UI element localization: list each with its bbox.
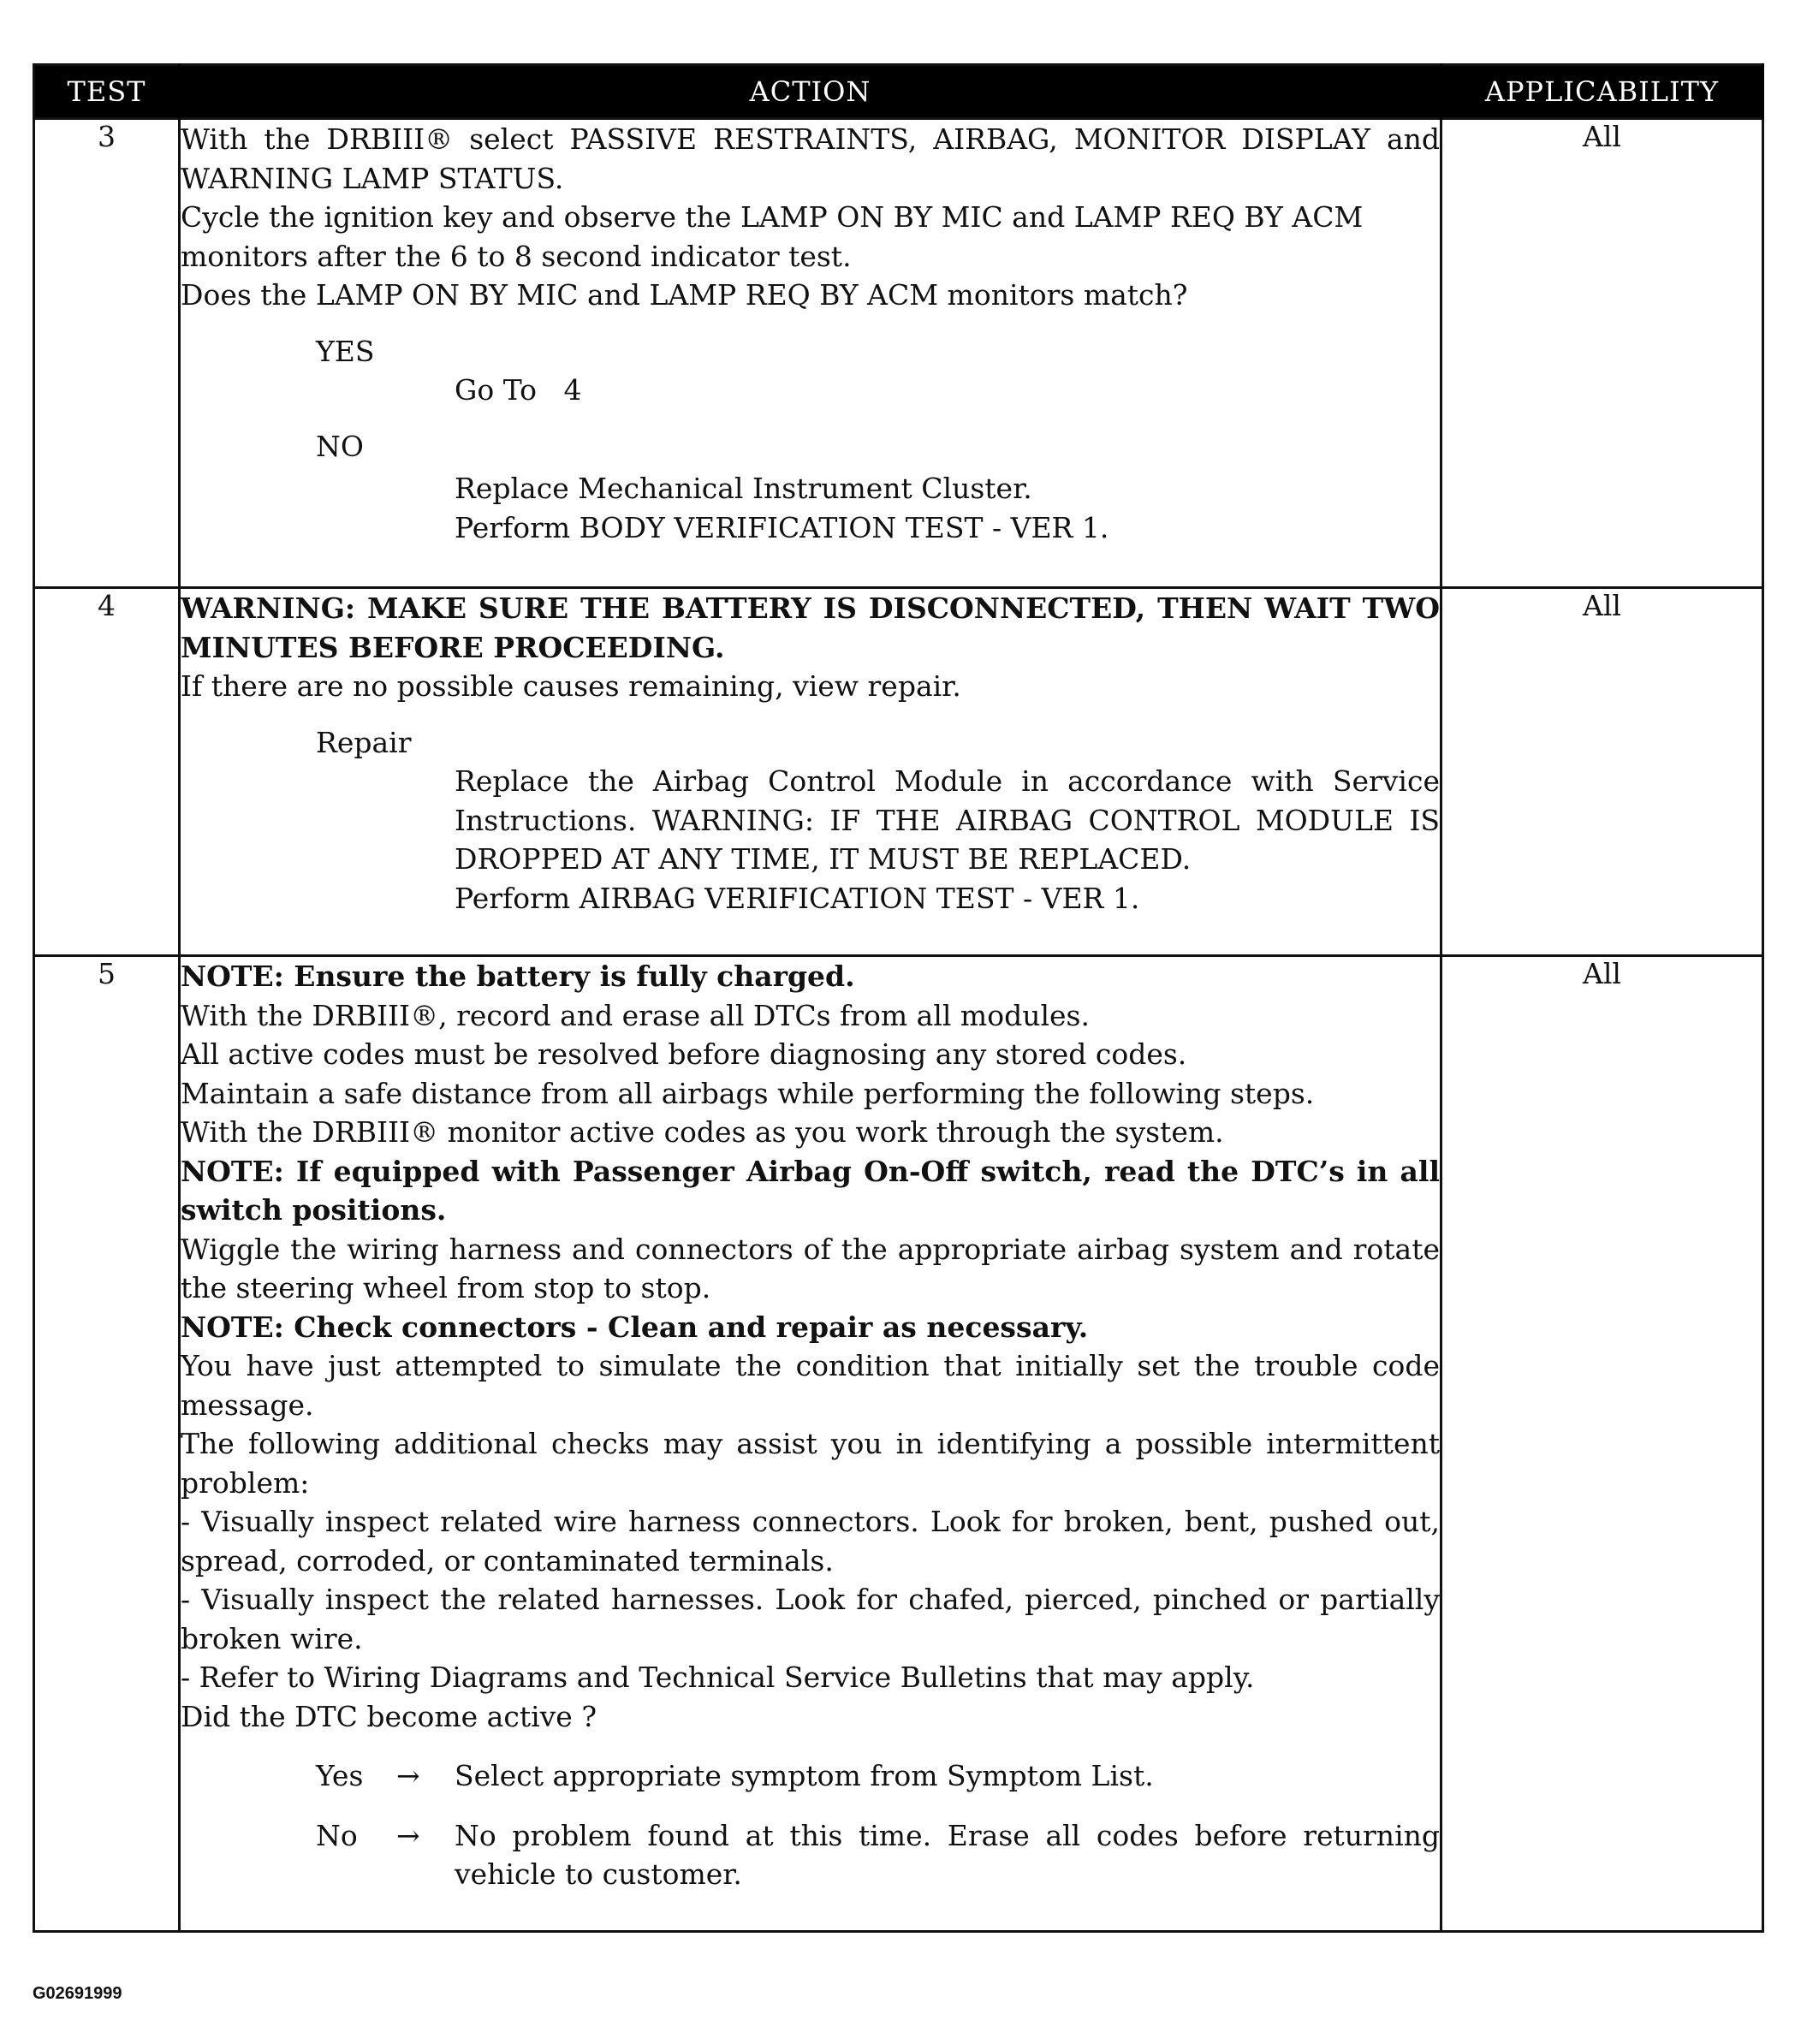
applicability-value: All xyxy=(1441,956,1763,1932)
action-cell xyxy=(180,119,1441,588)
yes-branch xyxy=(181,1756,1440,1796)
action-text: If there are no possible causes remaining, view repair. xyxy=(181,669,961,703)
action-text: Does the LAMP ON BY MIC and LAMP REQ BY ACM monitors match? xyxy=(181,278,1188,312)
yes-action: Select appropriate symptom from Symptom List. xyxy=(455,1759,1154,1792)
action-text: - Refer to Wiring Diagrams and Technical Service Bulletins that may apply. xyxy=(181,1661,1255,1694)
no-branch xyxy=(181,1816,1440,1894)
no-action: No problem found at this time. Erase all codes before returning vehicle to customer. xyxy=(455,1818,1440,1891)
action-cell xyxy=(180,956,1441,1932)
action-text: You have just attempted to simulate the condition that initially set the trouble code message. xyxy=(181,1349,1440,1422)
table-header-row xyxy=(34,65,1763,119)
action-cell xyxy=(180,588,1441,956)
header-test: TEST xyxy=(34,65,180,119)
diagnostic-table xyxy=(33,63,1764,1933)
note-text: NOTE: Check connectors - Clean and repair as necessary. xyxy=(181,1310,1089,1344)
test-number: 4 xyxy=(34,588,180,956)
action-text: With the DRBIII®, record and erase all DTCs from all modules. xyxy=(181,998,1090,1032)
yes-label: Yes xyxy=(316,1759,364,1792)
action-text: All active codes must be resolved before diagnosing any stored codes. xyxy=(181,1037,1187,1071)
repair-label: Repair xyxy=(316,725,412,759)
action-text: With the DRBIII® select PASSIVE RESTRAINTS, AIRBAG, MONITOR DISPLAY and WARNING LAMP STATUS. xyxy=(181,122,1440,195)
no-label: NO xyxy=(316,429,364,463)
no-action: Replace Mechanical Instrument Cluster. xyxy=(455,472,1032,505)
applicability-value: All xyxy=(1441,119,1763,588)
table-row-test-4 xyxy=(34,588,1763,956)
yes-action: Go To 4 xyxy=(455,373,582,407)
right-arrow-icon: → xyxy=(396,1818,420,1852)
table-row-test-3 xyxy=(34,119,1763,588)
header-action: ACTION xyxy=(180,65,1441,119)
yes-label: YES xyxy=(316,334,375,368)
action-text: Did the DTC become active ? xyxy=(181,1699,597,1733)
diagnostic-sheet xyxy=(33,63,1762,1933)
test-number: 3 xyxy=(34,119,180,588)
note-text: NOTE: Ensure the battery is fully charged. xyxy=(181,960,855,993)
action-text: - Visually inspect related wire harness connectors. Look for broken, bent, pushed out, spread, corroded, or contaminated terminals. xyxy=(181,1505,1440,1578)
repair-action: Perform AIRBAG VERIFICATION TEST - VER 1. xyxy=(455,881,1140,915)
action-text: - Visually inspect the related harnesses. Look for chafed, pierced, pinched or partially broken wire. xyxy=(181,1583,1440,1655)
applicability-value: All xyxy=(1441,588,1763,956)
action-text: Cycle the ignition key and observe the LAMP ON BY MIC and LAMP REQ BY ACM monitors after the 6 to 8 second indicator test. xyxy=(181,200,1364,273)
note-text: NOTE: If equipped with Passenger Airbag On-Off switch, read the DTC’s in all switch positions. xyxy=(181,1154,1440,1227)
right-arrow-icon: → xyxy=(396,1759,420,1792)
test-number: 5 xyxy=(34,956,180,1932)
table-row-test-5 xyxy=(34,956,1763,1932)
figure-code: G02691999 xyxy=(33,1984,122,2003)
no-action: Perform BODY VERIFICATION TEST - VER 1. xyxy=(455,510,1109,544)
action-text: With the DRBIII® monitor active codes as you work through the system. xyxy=(181,1115,1224,1149)
no-label: No xyxy=(316,1818,358,1852)
action-text: Maintain a safe distance from all airbags while performing the following steps. xyxy=(181,1076,1315,1110)
warning-text: WARNING: MAKE SURE THE BATTERY IS DISCONNECTED, THEN WAIT TWO MINUTES BEFORE PROCEEDING. xyxy=(181,591,1440,664)
repair-action: Replace the Airbag Control Module in accordance with Service Instructions. WARNING: IF THE AIRBAG CONTROL MODULE IS DROPPED AT ANY TIME, IT MUST BE REPLACED. xyxy=(455,764,1440,876)
action-text: The following additional checks may assist you in identifying a possible intermittent problem: xyxy=(181,1427,1440,1500)
action-text: Wiggle the wiring harness and connectors of the appropriate airbag system and rotate the steering wheel from stop to stop. xyxy=(181,1232,1440,1304)
header-applicability: APPLICABILITY xyxy=(1441,65,1763,119)
